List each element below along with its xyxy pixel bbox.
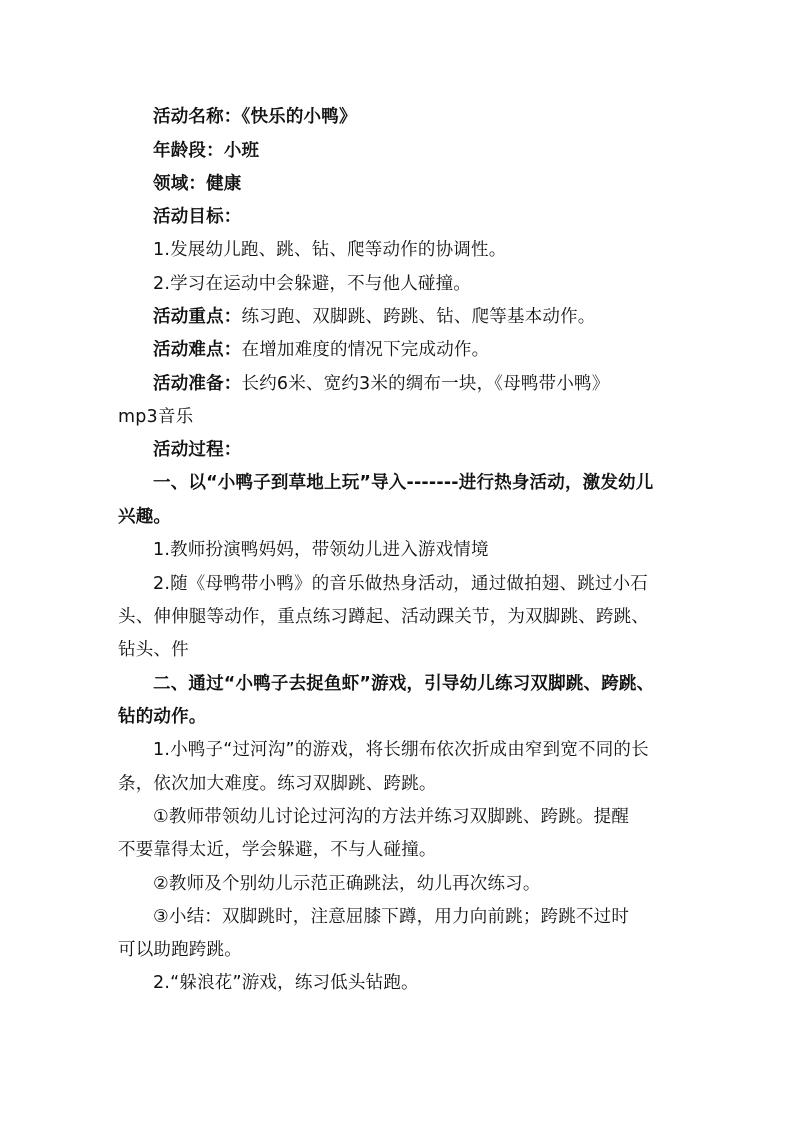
section2-item: 1.小鸭子“过河沟”的游戏，将长绷布依次折成由窄到宽不同的长 [153,740,649,760]
activity-name-label: 活动名称： [153,107,242,127]
field-line [153,173,242,195]
preparation-value: 长约6米、宽约3米的绸布一块，《母鸭带小鸭》 [241,374,610,394]
goals-heading: 活动目标： [153,207,242,227]
section1-title: 一、以“小鸭子到草地上玩”导入-------进行热身活动，激发幼儿 [153,473,654,493]
preparation-line [153,373,609,395]
section2-subitem-continuation: 不要靠得太近，学会躲避，不与人碰撞。 [118,840,437,860]
age-group-line [153,140,259,162]
preparation-label: 活动准备： [153,374,242,394]
section1-item: 1.教师扮演鸭妈妈，带领幼儿进入游戏情境 [153,540,489,560]
key-points-line [153,306,596,328]
age-group-label: 年龄段： [153,141,224,161]
preparation-continuation: mp3音乐 [118,407,194,427]
age-group-value: 小班 [223,141,260,161]
key-points-label: 活动重点： [153,307,242,327]
section2-title-continuation: 钻的动作。 [118,707,207,727]
field-label: 领域： [153,174,207,194]
section2-subitem-continuation: 可以助跑跨跳。 [118,940,242,960]
activity-name-line [153,106,357,128]
section1-item-continuation: 头、伸伸腿等动作，重点练习蹲起、活动踝关节，为双脚跳、跨跳、 [118,607,649,627]
goal-item: 1.发展幼儿跑、跳、钻、爬等动作的协调性。 [153,240,507,260]
section2-subitem: ①教师带领幼儿讨论过河沟的方法并练习双脚跳、跨跳。提醒 [153,807,630,827]
activity-name-value: 《快乐的小鸭》 [241,107,357,127]
field-value: 健康 [206,174,242,194]
section1-item: 2.随《母鸭带小鸭》的音乐做热身活动，通过做拍翅、跳过小石 [153,574,648,594]
section2-title: 二、通过“小鸭子去捉鱼虾”游戏，引导幼儿练习双脚跳、跨跳、 [153,674,655,694]
difficulty-line [153,339,489,361]
key-points-value: 练习跑、双脚跳、跨跳、钻、爬等基本动作。 [241,307,596,327]
difficulty-value: 在增加难度的情况下完成动作。 [241,340,490,360]
section2-subitem: ②教师及个别幼儿示范正确跳法，幼儿再次练习。 [153,874,541,894]
section2-item: 2.“躲浪花”游戏，练习低头钻跑。 [153,973,419,993]
goal-item: 2.学习在运动中会躲避，不与他人碰撞。 [153,274,471,294]
difficulty-label: 活动难点： [153,340,242,360]
section2-subitem: ③小结：双脚跳时，注意屈膝下蹲，用力向前跳；跨跳不过时 [153,907,630,927]
section2-item-continuation: 条，依次加大难度。练习双脚跳、跨跳。 [118,774,437,794]
section1-title-continuation: 兴趣。 [118,507,172,527]
section1-item-continuation: 钻头、件 [118,640,189,660]
process-heading: 活动过程： [153,440,242,460]
